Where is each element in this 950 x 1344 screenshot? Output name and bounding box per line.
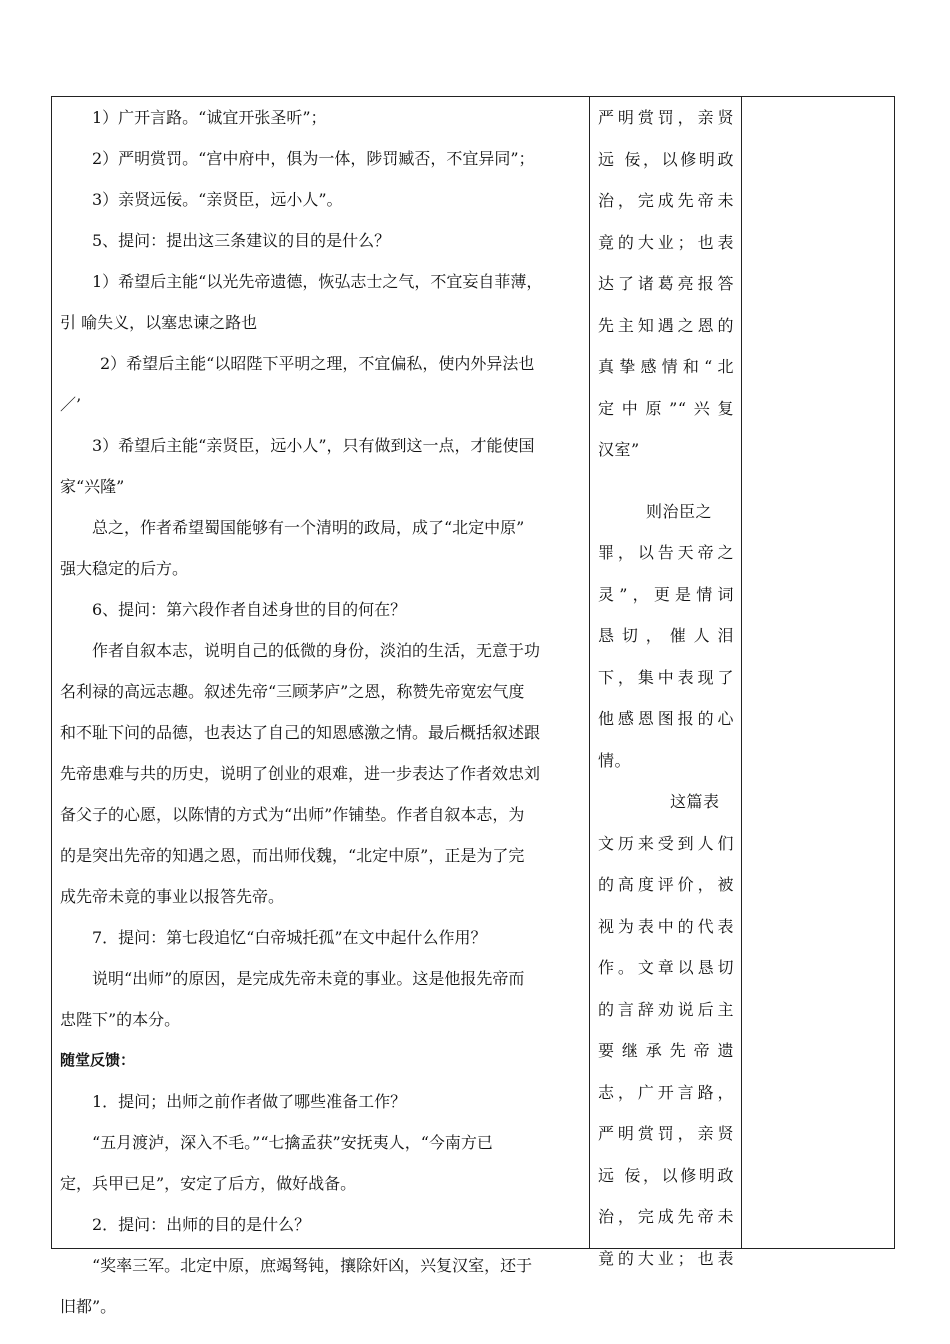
main-content-column — [60, 97, 584, 1327]
text-line: 引 喻失义，以塞忠谏之路也 — [60, 313, 258, 332]
text-line: 6、提问：第六段作者自述身世的目的何在？ — [92, 600, 407, 619]
note-line: 远 佞，以修明政 — [598, 149, 734, 169]
text-line: 家“兴隆” — [60, 477, 125, 496]
text-line: 忠陛下”的本分。 — [60, 1010, 181, 1029]
text-line: 备父子的心愿，以陈情的方式为“出师”作铺垫。作者自叙本志，为 — [60, 805, 525, 824]
section-heading: 随堂反馈： — [60, 1051, 136, 1069]
text-line: 强大稳定的后方。 — [60, 559, 189, 578]
text-line: 名利禄的高远志趣。叙述先帝“三顾茅庐”之恩，称赞先帝宽宏气度 — [60, 682, 525, 701]
text-line: 的是突出先帝的知遇之恩，而出师伐魏，“北定中原”，正是为了完 — [60, 846, 525, 865]
note-line: 则治臣之 — [646, 501, 713, 521]
note-line: 严明赏罚，亲贤 — [598, 108, 734, 127]
text-line: 作者自叙本志，说明自己的低微的身份，淡泊的生活，无意于功 — [92, 641, 541, 660]
text-line: 5、提问：提出这三条建议的目的是什么？ — [92, 231, 391, 250]
note-line: 恳切，催人泪 — [598, 626, 734, 645]
note-line: 真挚感情和“北 — [598, 357, 734, 376]
text-line: 说明“出师”的原因，是完成先帝未竟的事业。这是他报先帝而 — [92, 969, 525, 988]
text-line: 1）希望后主能“以光先帝遗德，恢弘志士之气，不宜妄自菲薄， — [92, 272, 543, 291]
column-divider-1 — [589, 97, 590, 1248]
note-line: 先主知遇之恩的 — [598, 315, 734, 335]
note-line: 严明赏罚，亲贤 — [598, 1124, 734, 1143]
note-line: 的高度评价，被 — [598, 875, 734, 894]
note-line: 远 佞，以修明政 — [598, 1165, 734, 1185]
text-line: 旧都”。 — [60, 1297, 117, 1316]
text-line: 2．提问：出师的目的是什么？ — [92, 1215, 311, 1234]
note-line: 治，完成先帝未 — [598, 1207, 734, 1226]
text-line: 和不耻下问的品德，也表达了自己的知恩感激之情。最后概括叙述跟 — [60, 723, 541, 742]
note-line: 文历来受到人们 — [598, 833, 734, 853]
note-line: 下，集中表现了 — [598, 667, 734, 687]
note-line: 视为表中的代表 — [598, 916, 734, 936]
text-line: 2）希望后主能“以昭陛下平明之理，不宜偏私，使内外异法也 — [100, 354, 535, 373]
text-line: 先帝患难与共的历史，说明了创业的艰难，进一步表达了作者效忠刘 — [60, 764, 541, 783]
text-line: 2）严明赏罚。“宫中府中，俱为一体，陟罚臧否，不宜异同”； — [92, 149, 535, 168]
text-line: 总之，作者希望蜀国能够有一个清明的政局，成了“北定中原” — [92, 518, 525, 537]
notes-column — [598, 97, 734, 1279]
text-line: 1．提问；出师之前作者做了哪些准备工作？ — [92, 1092, 407, 1111]
note-line: 志，广开言路， — [598, 1082, 734, 1102]
note-line: 汉室” — [598, 440, 640, 459]
text-line: “五月渡泸，深入不毛。”“七擒孟获”安抚夷人，“今南方已 — [92, 1133, 493, 1152]
text-line: “奖率三军。北定中原，庶竭驽钝，攘除奸凶，兴复汉室，还于 — [92, 1256, 533, 1275]
text-line: ／’ — [60, 395, 82, 414]
note-line: 情。 — [598, 750, 632, 770]
note-line: 作。文章以恳切 — [598, 958, 734, 977]
text-line: 3）亲贤远佞。“亲贤臣，远小人”。 — [92, 190, 343, 209]
note-line: 他感恩图报的心 — [598, 709, 734, 728]
column-divider-2 — [741, 97, 742, 1248]
note-line: 治，完成先帝未 — [598, 191, 734, 210]
text-line: 成先帝未竟的事业以报答先帝。 — [60, 887, 285, 906]
note-line: 罪，以告天帝之 — [598, 543, 734, 562]
text-line: 3）希望后主能“亲贤臣，远小人”，只有做到这一点，才能使国 — [92, 436, 535, 455]
note-line: 要继承先帝遗 — [598, 1041, 734, 1060]
note-line: 达了诸葛亮报答 — [598, 274, 734, 293]
text-line: 1）广开言路。“诚宜开张圣听”； — [92, 108, 327, 127]
note-line: 定中原”“兴复 — [598, 398, 734, 418]
lesson-table — [51, 96, 895, 1316]
note-line: 的言辞劝说后主 — [598, 999, 734, 1019]
note-line: 这篇表 — [670, 792, 720, 811]
note-line: 竟的大业；也表 — [598, 1248, 734, 1268]
text-line: 7．提问：第七段追忆“白帝城托孤”在文中起什么作用？ — [92, 928, 487, 947]
note-line: 灵”，更是情词 — [598, 584, 734, 604]
note-line: 竟的大业；也表 — [598, 232, 734, 252]
text-line: 定，兵甲已足”，安定了后方，做好战备。 — [60, 1174, 357, 1193]
